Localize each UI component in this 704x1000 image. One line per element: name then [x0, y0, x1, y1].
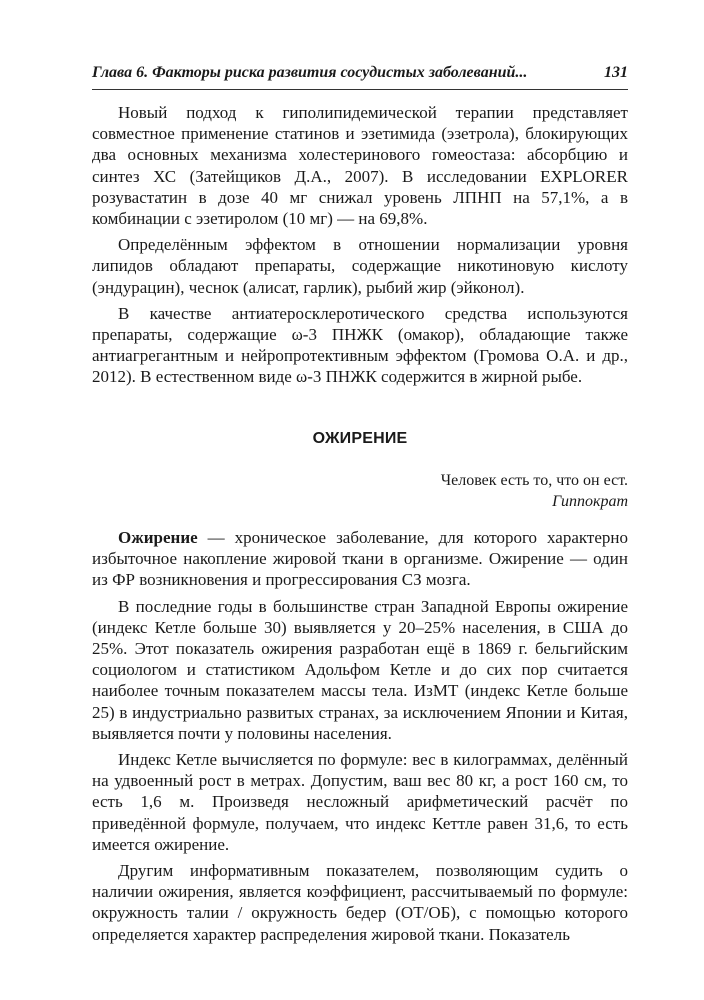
body-text-bottom: [92, 527, 628, 950]
epigraph-author: Гиппократ: [552, 493, 628, 510]
paragraph: Определённым эффектом в отношении нормализации уровня липидов обладают препараты, содержащие никотиновую кислоту (эндурацин), чеснок (алисат, гарлик), рыбий жир (эйконол).: [92, 235, 628, 297]
paragraph: Другим информативным показателем, позволяющим судить о наличии ожирения, является коэффициент, рассчитываемый по формуле: окружность талии / окружность бедер (ОТ/ОБ), с помощью которого определяется характер распределения жировой ткани. Показатель: [92, 861, 628, 944]
body-text-top: [92, 102, 628, 393]
epigraph-quote: Человек есть то, что он ест.: [440, 472, 628, 489]
page-number: 131: [604, 64, 628, 81]
defined-term: Ожирение: [118, 528, 198, 547]
epigraph: [441, 470, 628, 512]
running-header: [92, 64, 628, 82]
definition-text: — хроническое заболевание, для которого характерно избыточное накопление жировой ткани в организме. Ожирение — один из ФР возникновения и прогрессирования СЗ мозга.: [92, 528, 628, 590]
header-rule: [92, 89, 628, 90]
section-heading: ОЖИРЕНИЕ: [312, 430, 408, 447]
paragraph: В качестве антиатеросклеротического средства используются препараты, содержащие ω-3 ПНЖК (омакор), обладающие также антиагрегантным и нейропротективным эффектом (Громова О.А. и др., 2012). В естественном виде ω-3 ПНЖК содержится в жирной рыбе.: [92, 303, 628, 387]
paragraph: В последние годы в большинстве стран Западной Европы ожирение (индекс Кетле больше 30) выявляется у 20–25% населения, в США до 25%. Этот показатель ожирения разработан ещё в 1869 г. бельгийским социологом и статистиком Адольфом Кетле и до сих пор считается наиболее точным показателем массы тела. ИзМТ (индекс Кетле больше 25) в индустриально развитых странах, за исключением Японии и Китая, выявляется почти у половины населения.: [92, 596, 628, 743]
paragraph: Новый подход к гиполипидемической терапии представляет совместное применение статинов и эзетимида (эзетрола), блокирующих два основных механизма холестеринового гомеостаза: абсорбцию и синтез ХС (Затейщиков Д.А., 2007). В исследовании EXPLORER розувастатин в дозе 40 мг снижал уровень ЛПНП на 57,1%, а в комбинации с эзетиролом (10 мг) — на 69,8%.: [92, 103, 628, 229]
paragraph: Индекс Кетле вычисляется по формуле: вес в килограммах, делённый на удвоенный рост в метрах. Допустим, ваш вес 80 кг, а рост 160 см, то есть 1,6 м. Произведя несложный арифметический расчёт по приведённой формуле, получаем, что индекс Кеттле равен 31,6, то есть имеется ожирение.: [92, 750, 628, 854]
chapter-title: Глава 6. Факторы риска развития сосудистых заболеваний...: [92, 64, 528, 81]
paragraph-definition: [92, 527, 628, 591]
